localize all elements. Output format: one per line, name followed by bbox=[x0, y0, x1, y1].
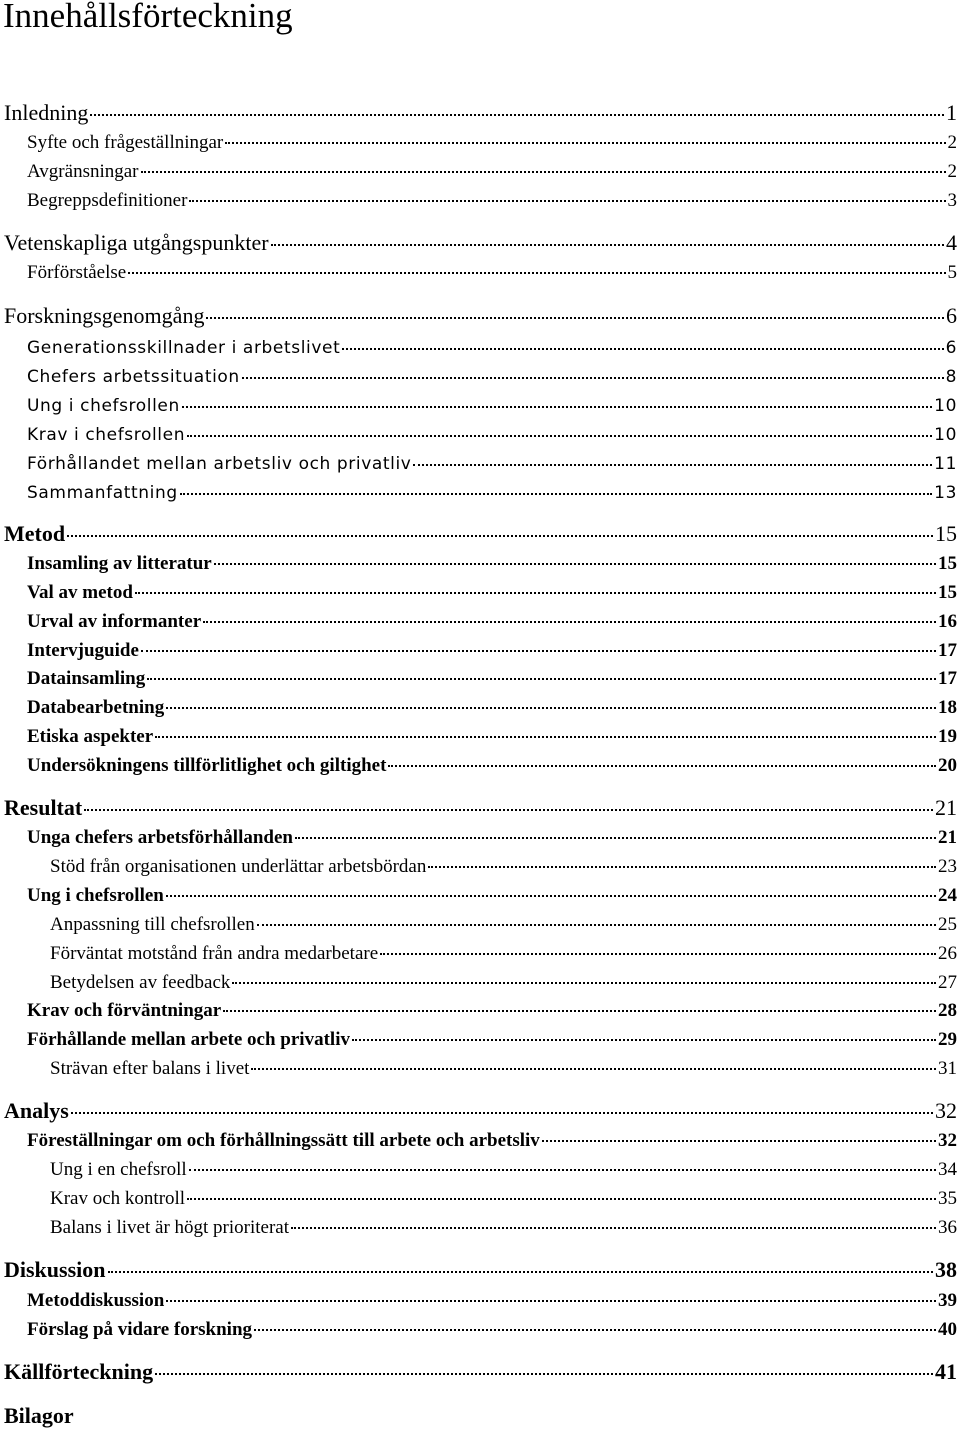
dot-leader bbox=[147, 678, 936, 680]
toc-entry-title: Föreställningar om och förhållningssätt till arbete och arbetsliv bbox=[27, 1130, 540, 1151]
toc-entry-title: Sammanfattning bbox=[27, 483, 178, 503]
toc-entry-page: 26 bbox=[938, 943, 957, 964]
toc-entry-title: Analys bbox=[4, 1098, 69, 1123]
toc-entry-title: Förhållande mellan arbete och privatliv bbox=[27, 1029, 350, 1050]
dot-leader bbox=[254, 1329, 936, 1331]
dot-leader bbox=[187, 435, 932, 437]
toc-entry-page: 4 bbox=[946, 230, 957, 255]
toc-entry-avgransningar[interactable] bbox=[27, 159, 957, 185]
toc-entry-anpassning[interactable] bbox=[50, 912, 957, 938]
toc-entry-title: Krav och kontroll bbox=[50, 1188, 186, 1209]
toc-entry-title: Syfte och frågeställningar bbox=[27, 132, 224, 153]
dot-leader bbox=[251, 1068, 936, 1070]
toc-entry-title: Ung i chefsrollen bbox=[27, 885, 164, 906]
toc-entry-title: Resultat bbox=[4, 795, 83, 820]
dot-leader bbox=[271, 244, 944, 246]
dot-leader bbox=[388, 765, 936, 767]
toc-entry-page: 16 bbox=[938, 611, 957, 632]
toc-entry-title: Förslag på vidare forskning bbox=[27, 1319, 253, 1340]
toc-entry-title: Inledning bbox=[4, 100, 89, 125]
toc-entry-inledning[interactable] bbox=[4, 99, 957, 127]
toc-entry-page: 27 bbox=[938, 972, 957, 993]
dot-leader bbox=[67, 535, 933, 537]
dot-leader bbox=[182, 406, 932, 408]
toc-entry-title: Chefers arbetssituation bbox=[27, 367, 240, 387]
toc-entry-sammanfattning[interactable] bbox=[27, 480, 957, 506]
toc-entry-title: Betydelsen av feedback bbox=[50, 972, 231, 993]
toc-entry-krav-och-forvantningar[interactable] bbox=[27, 998, 957, 1024]
toc-entry-chefers-arbetssituation[interactable] bbox=[27, 364, 957, 390]
toc-entry-page: 32 bbox=[935, 1098, 957, 1123]
toc-entry-datainsamling[interactable] bbox=[27, 666, 957, 692]
toc-entry-page: 3 bbox=[947, 190, 957, 211]
toc-entry-databearbetning[interactable] bbox=[27, 695, 957, 721]
dot-leader bbox=[342, 348, 943, 350]
toc-entry-page: 2 bbox=[947, 161, 957, 182]
toc-entry-syfte[interactable] bbox=[27, 130, 957, 156]
toc-entry-title: Förhållandet mellan arbetsliv och privatliv bbox=[27, 454, 412, 474]
dot-leader bbox=[295, 837, 936, 839]
dot-leader bbox=[542, 1140, 936, 1142]
toc-entry-kallforteckning[interactable] bbox=[4, 1358, 957, 1386]
toc-entry-metod[interactable] bbox=[4, 520, 957, 548]
dot-leader bbox=[155, 736, 936, 738]
dot-leader bbox=[242, 377, 944, 379]
toc-entry-title: Generationsskillnader i arbetslivet bbox=[27, 338, 341, 358]
toc-entry-page: 40 bbox=[938, 1319, 957, 1340]
dot-leader bbox=[413, 464, 932, 466]
toc-entry-page: 21 bbox=[938, 827, 957, 848]
toc-entry-title: Databearbetning bbox=[27, 697, 165, 718]
toc-entry-page: 17 bbox=[938, 668, 957, 689]
dot-leader bbox=[203, 621, 936, 623]
dot-leader bbox=[187, 1198, 936, 1200]
toc-entry-forestallningar[interactable] bbox=[27, 1128, 957, 1154]
toc-entry-page: 28 bbox=[938, 1000, 957, 1021]
toc-entry-page: 19 bbox=[938, 726, 957, 747]
toc-entry-page: 29 bbox=[938, 1029, 957, 1050]
toc-entry-forhallande-arbete-privatliv[interactable] bbox=[27, 1027, 957, 1053]
dot-leader bbox=[225, 142, 945, 144]
toc-entry-title: Vetenskapliga utgångspunkter bbox=[4, 230, 269, 255]
toc-entry-title: Unga chefers arbetsförhållanden bbox=[27, 827, 293, 848]
toc-entry-page: 36 bbox=[938, 1217, 957, 1238]
toc-entry-title: Metoddiskussion bbox=[27, 1290, 165, 1311]
toc-entry-forhallandet[interactable] bbox=[27, 451, 957, 477]
toc-entry-unga-chefers[interactable] bbox=[27, 825, 957, 851]
toc-entry-forvantat-motstand[interactable] bbox=[50, 941, 957, 967]
toc-entry-page: 11 bbox=[934, 454, 957, 474]
toc-entry-insamling[interactable] bbox=[27, 551, 957, 577]
dot-leader bbox=[352, 1039, 936, 1041]
toc-entry-stod-fran-organisationen[interactable] bbox=[50, 854, 957, 880]
toc-entry-val-av-metod[interactable] bbox=[27, 580, 957, 606]
toc-entry-page: 10 bbox=[934, 425, 957, 445]
toc-entry-page: 8 bbox=[945, 367, 957, 387]
toc-entry-betydelsen-av-feedback[interactable] bbox=[50, 970, 957, 996]
toc-entry-page: 6 bbox=[946, 303, 957, 328]
toc-entry-title: Ung i chefsrollen bbox=[27, 396, 180, 416]
toc-entry-balans-i-livet[interactable] bbox=[50, 1215, 957, 1241]
toc-entry-page: 24 bbox=[938, 885, 957, 906]
toc-entry-title: Val av metod bbox=[27, 582, 133, 603]
toc-entry-krav-och-kontroll[interactable] bbox=[50, 1186, 957, 1212]
dot-leader bbox=[166, 707, 936, 709]
toc-entry-page: 2 bbox=[947, 132, 957, 153]
toc-entry-title: Avgränsningar bbox=[27, 161, 139, 182]
toc-entry-page: 23 bbox=[938, 856, 957, 877]
toc-entry-title: Förväntat motstånd från andra medarbetare bbox=[50, 943, 379, 964]
toc-entry-page: 13 bbox=[934, 483, 957, 503]
toc-entry-page: 15 bbox=[938, 582, 957, 603]
dot-leader bbox=[223, 1010, 936, 1012]
toc-entry-resultat[interactable] bbox=[4, 794, 957, 822]
toc-entry-page: 18 bbox=[938, 697, 957, 718]
dot-leader bbox=[189, 200, 945, 202]
toc-entry-diskussion[interactable] bbox=[4, 1256, 957, 1284]
dot-leader bbox=[141, 650, 936, 652]
toc-entry-title: Undersökningens tillförlitlighet och giltighet bbox=[27, 755, 387, 776]
dot-leader bbox=[108, 1271, 933, 1273]
toc-entry-title: Strävan efter balans i livet bbox=[50, 1058, 250, 1079]
dot-leader bbox=[90, 114, 944, 116]
dot-leader bbox=[206, 317, 944, 319]
toc-entry-page: 35 bbox=[938, 1188, 957, 1209]
toc-entry-page: 38 bbox=[935, 1257, 957, 1282]
dot-leader bbox=[232, 982, 936, 984]
toc-entry-title: Datainsamling bbox=[27, 668, 146, 689]
toc-entry-page: 1 bbox=[946, 100, 957, 125]
dot-leader bbox=[189, 1169, 936, 1171]
toc-entry-etiska-aspekter[interactable] bbox=[27, 724, 957, 750]
dot-leader bbox=[257, 924, 936, 926]
toc-entry-title: Begreppsdefinitioner bbox=[27, 190, 188, 211]
toc-entry-page: 32 bbox=[938, 1130, 957, 1151]
toc-entry-ung-i-en-chefsroll[interactable] bbox=[50, 1157, 957, 1183]
toc-entry-vetenskapliga[interactable] bbox=[4, 229, 957, 257]
dot-leader bbox=[166, 1300, 936, 1302]
toc-entry-title: Krav i chefsrollen bbox=[27, 425, 186, 445]
dot-leader bbox=[180, 493, 932, 495]
dot-leader bbox=[71, 1112, 933, 1114]
toc-entry-page: 41 bbox=[935, 1359, 957, 1384]
toc-entry-title: Intervjuguide bbox=[27, 640, 139, 661]
toc-entry-page: 17 bbox=[938, 640, 957, 661]
toc-entry-title: Krav och förväntningar bbox=[27, 1000, 222, 1021]
toc-entry-metoddiskussion[interactable] bbox=[27, 1288, 957, 1314]
toc-entry-title: Anpassning till chefsrollen bbox=[50, 914, 255, 935]
dot-leader bbox=[166, 895, 936, 897]
dot-leader bbox=[84, 809, 933, 811]
dot-leader bbox=[155, 1373, 933, 1375]
toc-entry-title: Förförståelse bbox=[27, 262, 127, 283]
page-title: Innehållsförteckning bbox=[3, 0, 293, 35]
toc-entry-title: Stöd från organisationen underlättar arbetsbördan bbox=[50, 856, 427, 877]
toc-entry-page: 25 bbox=[938, 914, 957, 935]
toc-entry-bilagor[interactable]: Bilagor bbox=[4, 1403, 74, 1428]
toc-entry-page: 34 bbox=[938, 1159, 957, 1180]
toc-entry-krav-i-chefsrollen[interactable] bbox=[27, 422, 957, 448]
toc-entry-title: Urval av informanter bbox=[27, 611, 202, 632]
toc-entry-page: 20 bbox=[938, 755, 957, 776]
toc-entry-page: 5 bbox=[947, 262, 957, 283]
toc-entry-forforstaelse[interactable] bbox=[27, 260, 957, 286]
toc-entry-forskningsgenomgang[interactable] bbox=[4, 302, 957, 330]
toc-entry-intervjuguide[interactable] bbox=[27, 638, 957, 664]
toc-entry-page: 15 bbox=[938, 553, 957, 574]
toc-entry-generationsskillnader[interactable] bbox=[27, 335, 957, 361]
toc-entry-title: Diskussion bbox=[4, 1257, 106, 1282]
toc-entry-page: 6 bbox=[945, 338, 957, 358]
toc-entry-title: Insamling av litteratur bbox=[27, 553, 212, 574]
toc-entry-ung-i-chefsrollen-2[interactable] bbox=[27, 883, 957, 909]
toc-entry-page: 21 bbox=[935, 795, 957, 820]
toc-entry-stravan-efter-balans[interactable] bbox=[50, 1056, 957, 1082]
toc-entry-title: Källförteckning bbox=[4, 1359, 154, 1384]
toc-entry-tillforlitlighet[interactable] bbox=[27, 753, 957, 779]
toc-entry-ung-i-chefsrollen-1[interactable] bbox=[27, 393, 957, 419]
dot-leader bbox=[380, 953, 936, 955]
toc-entry-title: Balans i livet är högt prioriterat bbox=[50, 1217, 290, 1238]
dot-leader bbox=[128, 272, 945, 274]
toc-entry-page: 10 bbox=[934, 396, 957, 416]
toc-entry-title: Ung i en chefsroll bbox=[50, 1159, 187, 1180]
toc-entry-title: Etiska aspekter bbox=[27, 726, 154, 747]
toc-entry-begreppsdefinitioner[interactable] bbox=[27, 188, 957, 214]
toc-entry-page: 31 bbox=[938, 1058, 957, 1079]
toc-entry-title: Metod bbox=[4, 521, 66, 546]
dot-leader bbox=[428, 866, 936, 868]
toc-entry-page: 39 bbox=[938, 1290, 957, 1311]
toc-entry-forslag-vidare-forskning[interactable] bbox=[27, 1317, 957, 1343]
dot-leader bbox=[291, 1227, 936, 1229]
dot-leader bbox=[141, 171, 946, 173]
toc-entry-analys[interactable] bbox=[4, 1097, 957, 1125]
dot-leader bbox=[135, 592, 936, 594]
dot-leader bbox=[214, 563, 936, 565]
toc-entry-urval[interactable] bbox=[27, 609, 957, 635]
toc-entry-page: 15 bbox=[935, 521, 957, 546]
toc-entry-title: Forskningsgenomgång bbox=[4, 303, 205, 328]
